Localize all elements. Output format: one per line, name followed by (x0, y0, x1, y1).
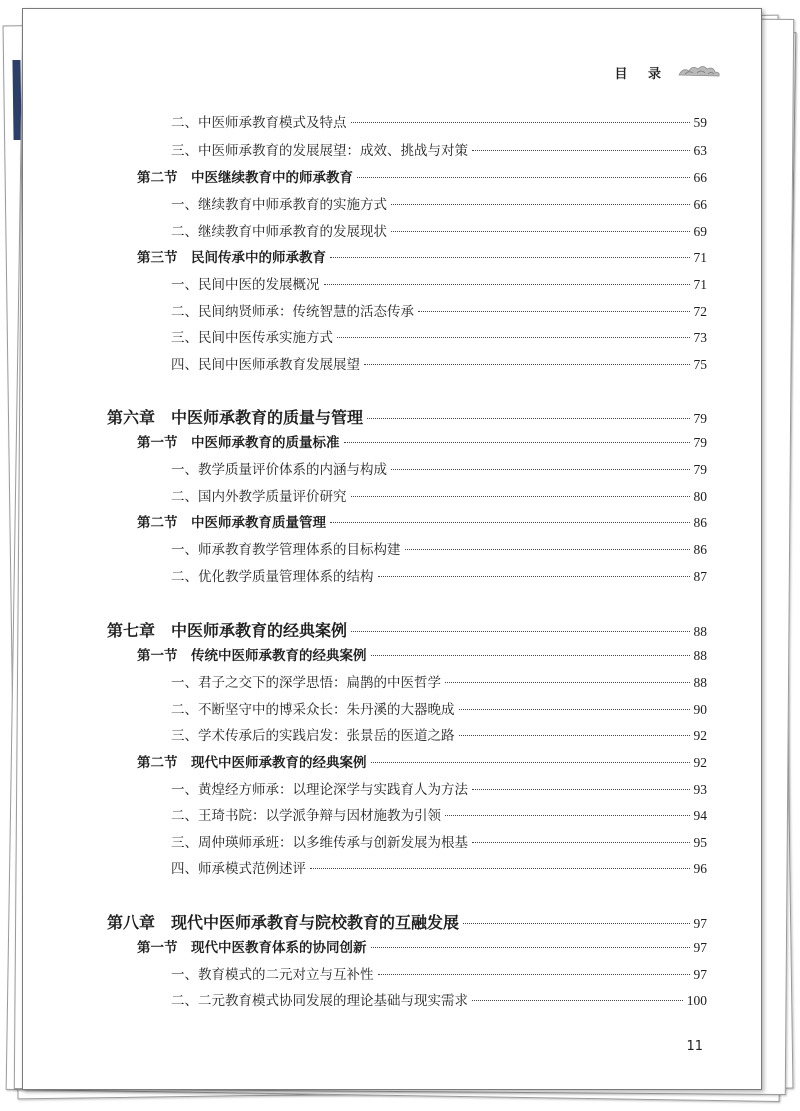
dot-leader (310, 868, 690, 869)
toc-entry-title: 一、君子之交下的深学思悟：扁鹊的中医哲学 (171, 675, 441, 691)
toc-item (171, 857, 707, 877)
dot-leader (472, 842, 690, 843)
toc-entry-title: 第三节 民间传承中的师承教育 (137, 250, 326, 266)
dot-leader (367, 418, 689, 419)
toc-item (171, 326, 707, 346)
toc-entry-page: 90 (693, 702, 707, 717)
dot-leader (472, 789, 690, 790)
dot-leader (472, 150, 690, 151)
dot-leader (463, 923, 689, 924)
dot-leader (472, 1000, 683, 1001)
toc-entry-title: 四、民间中医师承教育发展展望 (171, 357, 360, 373)
toc-item (171, 565, 707, 585)
dot-leader (330, 257, 690, 258)
dot-leader (378, 576, 690, 577)
dot-leader (371, 947, 690, 948)
toc-entry-page: 79 (693, 411, 707, 426)
toc-entry-title: 三、民间中医传承实施方式 (171, 330, 333, 346)
dot-leader (351, 122, 690, 123)
toc-entry-page: 95 (693, 835, 707, 850)
toc-entry-title: 三、中医师承教育的发展展望：成效、挑战与对策 (171, 143, 468, 159)
toc-section (137, 166, 707, 186)
toc-entry-page: 71 (693, 250, 707, 265)
toc-entry-page: 88 (693, 675, 707, 690)
toc-item (171, 671, 707, 691)
toc-entry-title: 一、继续教育中师承教育的实施方式 (171, 197, 387, 213)
toc-section (137, 246, 707, 266)
dot-leader (371, 762, 690, 763)
dot-leader (445, 815, 690, 816)
toc-section (137, 751, 707, 771)
toc-entry-title: 二、二元教育模式协同发展的理论基础与现实需求 (171, 993, 468, 1009)
toc-entry-page: 79 (693, 435, 707, 450)
toc-entry-title: 二、不断坚守中的博采众长：朱丹溪的大器晚成 (171, 702, 455, 718)
toc-item (171, 111, 707, 131)
dot-leader (378, 974, 690, 975)
dot-leader (324, 284, 690, 285)
toc-item (171, 831, 707, 851)
toc-entry-page: 86 (693, 542, 707, 557)
dot-leader (351, 631, 689, 632)
toc-entry-page: 97 (693, 967, 707, 982)
dot-leader (351, 496, 690, 497)
toc-item (171, 538, 707, 558)
toc-entry-page: 80 (693, 489, 707, 504)
toc-entry-title: 第二节 中医继续教育中的师承教育 (137, 170, 353, 186)
toc-entry-title: 四、师承模式范例述评 (171, 861, 306, 877)
dot-leader (337, 337, 690, 338)
dot-leader (357, 177, 690, 178)
running-header: 目 录 (614, 67, 669, 82)
toc-entry-title: 第八章 现代中医师承教育与院校教育的互融发展 (107, 913, 460, 932)
toc-item (171, 698, 707, 718)
toc-item (171, 804, 707, 824)
toc-entry-title: 一、黄煌经方师承：以理论深学与实践育人为方法 (171, 782, 468, 798)
toc-entry-title: 二、优化教学质量管理体系的结构 (171, 569, 374, 585)
toc-entry-page: 86 (693, 515, 707, 530)
toc-entry-title: 第一节 传统中医师承教育的经典案例 (137, 648, 367, 664)
toc-chapter (107, 405, 707, 428)
dot-leader (391, 231, 690, 232)
toc-entry-page: 87 (693, 569, 707, 584)
toc-item (171, 485, 707, 505)
page-number: 11 (686, 1039, 703, 1054)
toc-entry-page: 63 (693, 143, 707, 158)
toc-item (171, 353, 707, 373)
toc-entry-page: 100 (686, 993, 707, 1008)
toc-entry-title: 二、继续教育中师承教育的发展现状 (171, 224, 387, 240)
dot-leader (391, 469, 690, 470)
dot-leader (371, 655, 690, 656)
toc-entry-page: 75 (693, 357, 707, 372)
toc-item (171, 458, 707, 478)
toc-entry-page: 92 (693, 728, 707, 743)
toc-entry-page: 71 (693, 277, 707, 292)
toc-entry-page: 97 (693, 916, 707, 931)
toc-entry-title: 二、中医师承教育模式及特点 (171, 115, 347, 131)
toc-entry-title: 第一节 中医师承教育的质量标准 (137, 435, 340, 451)
toc-entry-title: 第一节 现代中医教育体系的协同创新 (137, 940, 367, 956)
toc-entry-page: 59 (693, 115, 707, 130)
toc-entry-page: 66 (693, 197, 707, 212)
dot-leader (405, 549, 690, 550)
dot-leader (459, 735, 690, 736)
toc-item (171, 963, 707, 983)
toc-entry-page: 94 (693, 808, 707, 823)
toc-entry-title: 一、师承教育教学管理体系的目标构建 (171, 542, 401, 558)
toc-chapter (107, 618, 707, 641)
dot-leader (344, 442, 690, 443)
toc-entry-page: 96 (693, 861, 707, 876)
toc-entry-page: 88 (693, 624, 707, 639)
toc-section (137, 431, 707, 451)
toc-entry-title: 一、民间中医的发展概况 (171, 277, 320, 293)
toc-entry-title: 第七章 中医师承教育的经典案例 (107, 621, 348, 640)
dot-leader (418, 311, 690, 312)
toc-entry-title: 第二节 现代中医师承教育的经典案例 (137, 755, 367, 771)
toc-section (137, 936, 707, 956)
toc-item (171, 989, 707, 1009)
toc-entry-title: 二、国内外教学质量评价研究 (171, 489, 347, 505)
dot-leader (330, 522, 690, 523)
toc-entry-title: 三、周仲瑛师承班：以多维传承与创新发展为根基 (171, 835, 468, 851)
toc-entry-page: 73 (693, 330, 707, 345)
toc-entry-page: 79 (693, 462, 707, 477)
toc-entry-page: 69 (693, 224, 707, 239)
toc-item (171, 724, 707, 744)
toc-entry-title: 第二节 中医师承教育质量管理 (137, 515, 326, 531)
toc-entry-page: 93 (693, 782, 707, 797)
toc-item (171, 300, 707, 320)
toc-item (171, 273, 707, 293)
toc-item (171, 778, 707, 798)
dot-leader (391, 204, 690, 205)
toc-item (171, 220, 707, 240)
document-page (22, 8, 762, 1090)
toc-entry-title: 二、民间纳贤师承：传统智慧的活态传承 (171, 304, 414, 320)
toc-entry-title: 一、教育模式的二元对立与互补性 (171, 967, 374, 983)
toc-section (137, 644, 707, 664)
toc-entry-page: 66 (693, 170, 707, 185)
toc-entry-page: 88 (693, 648, 707, 663)
toc-section (137, 511, 707, 531)
dot-leader (364, 364, 690, 365)
dot-leader (459, 709, 690, 710)
toc-entry-page: 97 (693, 940, 707, 955)
toc-entry-title: 一、教学质量评价体系的内涵与构成 (171, 462, 387, 478)
toc-item (171, 139, 707, 159)
toc-entry-page: 92 (693, 755, 707, 770)
toc-chapter (107, 910, 707, 933)
toc-entry-title: 三、学术传承后的实践启发：张景岳的医道之路 (171, 728, 455, 744)
table-of-contents (23, 9, 761, 1089)
toc-entry-title: 第六章 中医师承教育的质量与管理 (107, 408, 364, 427)
toc-entry-page: 72 (693, 304, 707, 319)
dot-leader (445, 682, 690, 683)
toc-item (171, 193, 707, 213)
toc-entry-title: 二、王琦书院：以学派争辩与因材施教为引领 (171, 808, 441, 824)
